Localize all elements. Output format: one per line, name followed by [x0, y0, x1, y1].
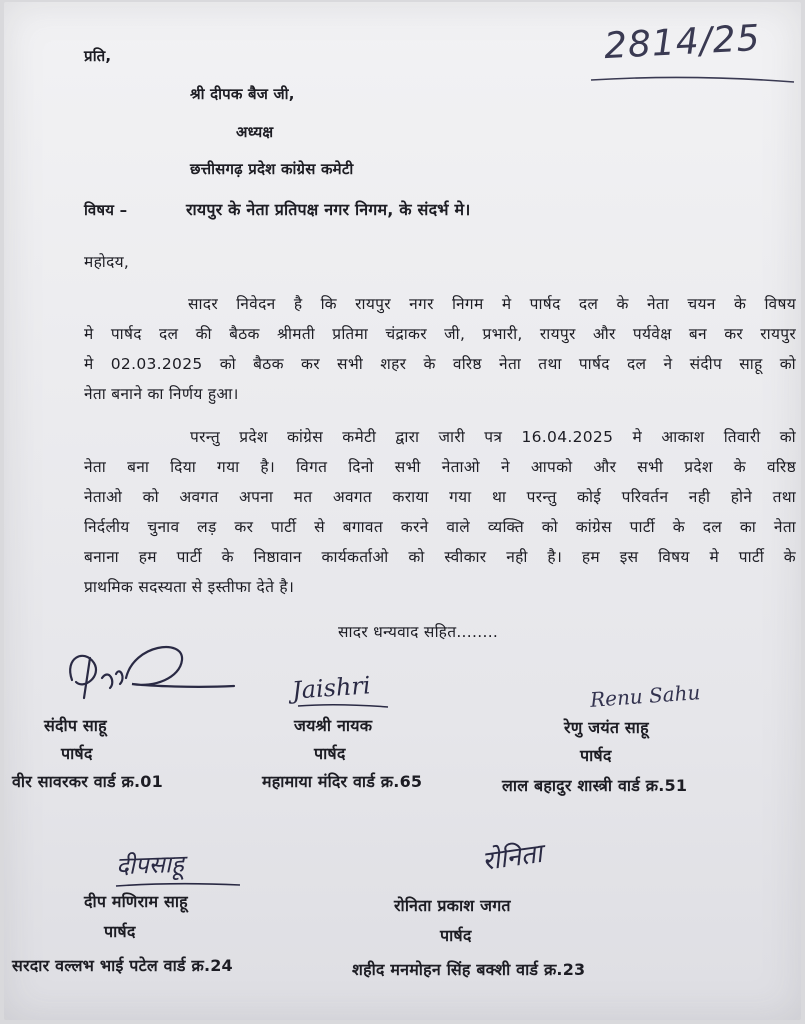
signatory-ward: वीर सावरकर वार्ड क्र.01 — [12, 772, 163, 791]
para2-line: प्राथमिक सदस्यता से इस्तीफा देते है। — [84, 578, 295, 596]
signatory-role: पार्षद — [314, 744, 346, 763]
signature-sandeep — [54, 638, 244, 710]
para2-line: नेताओ को अवगत अपना मत अवगत कराया गया था परन्तु कोई परिवर्तन नही होने तथा — [84, 488, 796, 506]
para1-line: नेता बनाने का निर्णय हुआ। — [84, 385, 239, 403]
reference-underline — [589, 72, 799, 86]
signatory-role: पार्षद — [580, 746, 612, 765]
greeting: महोदय, — [84, 253, 130, 271]
signature-deep: दीपसाहू — [115, 849, 185, 881]
para1-line: मे 02.03.2025 को बैठक कर सभी शहर के वरिष्ठ नेता तथा पार्षद दल ने संदीप साहू को — [84, 355, 796, 373]
signatory-name: जयश्री नायक — [294, 716, 373, 735]
para2-line: बनाना हम पार्टी के निष्ठावान कार्यकर्ताओ को स्वीकार नही है। हम इस विषय मे पार्टी के — [84, 548, 796, 566]
signature-renu: Renu Sahu — [589, 680, 702, 712]
para2-line: निर्दलीय चुनाव लड़ कर पार्टी से बगावत करने वाले व्यक्ति को कांग्रेस पार्टी के दल का नेता — [84, 518, 796, 536]
signatory-name: रेणु जयंत साहू — [564, 718, 649, 737]
signature-deep-stroke — [114, 880, 244, 890]
subject-label: विषय – — [84, 201, 128, 219]
signatory-role: पार्षद — [104, 922, 136, 941]
recipient-name: श्री दीपक बैज जी, — [190, 85, 295, 103]
closing-line: सादर धन्यवाद सहित........ — [338, 623, 499, 641]
para2-line: नेता बना दिया गया है। विगत दिनो सभी नेताओ ने आपको और सभी प्रदेश के वरिष्ठ — [84, 458, 796, 476]
recipient-org: छत्तीसगढ़ प्रदेश कांग्रेस कमेटी — [190, 160, 354, 178]
para2-line: परन्तु प्रदेश कांग्रेस कमेटी द्वारा जारी पत्र 16.04.2025 मे आकाश तिवारी को — [190, 428, 796, 446]
signatory-role: पार्षद — [61, 744, 93, 763]
signature-jayshri: Jaishri — [291, 671, 372, 705]
subject-text: रायपुर के नेता प्रतिपक्ष नगर निगम, के संदर्भ मे। — [186, 200, 471, 219]
signatory-role: पार्षद — [440, 926, 472, 945]
signatory-name: रोनिता प्रकाश जगत — [394, 896, 511, 915]
letter-page — [4, 2, 801, 1020]
signatory-ward: महामाया मंदिर वार्ड क्र.65 — [262, 772, 423, 791]
signatory-ward: सरदार वल्लभ भाई पटेल वार्ड क्र.24 — [12, 956, 233, 975]
reference-number: 2814/25 — [603, 17, 762, 68]
para1-line: मे पार्षद दल की बैठक श्रीमती प्रतिमा चंद्राकर जी, प्रभारी, रायपुर और पर्यवेक्ष बन कर रायपुर — [84, 325, 796, 343]
signatory-ward: लाल बहादुर शास्त्री वार्ड क्र.51 — [502, 776, 688, 795]
signatory-name: दीप मणिराम साहू — [84, 892, 188, 911]
para1-line: सादर निवेदन है कि रायपुर नगर निगम मे पार्षद दल के नेता चयन के विषय — [188, 295, 796, 313]
salutation-to: प्रति, — [84, 47, 112, 65]
signatory-name: संदीप साहू — [44, 716, 107, 735]
recipient-designation: अध्यक्ष — [236, 123, 274, 141]
signatory-ward: शहीद मनमोहन सिंह बक्शी वार्ड क्र.23 — [352, 960, 586, 979]
signature-jayshri-stroke — [296, 702, 392, 710]
signature-ronita: रोनिता — [480, 838, 545, 878]
